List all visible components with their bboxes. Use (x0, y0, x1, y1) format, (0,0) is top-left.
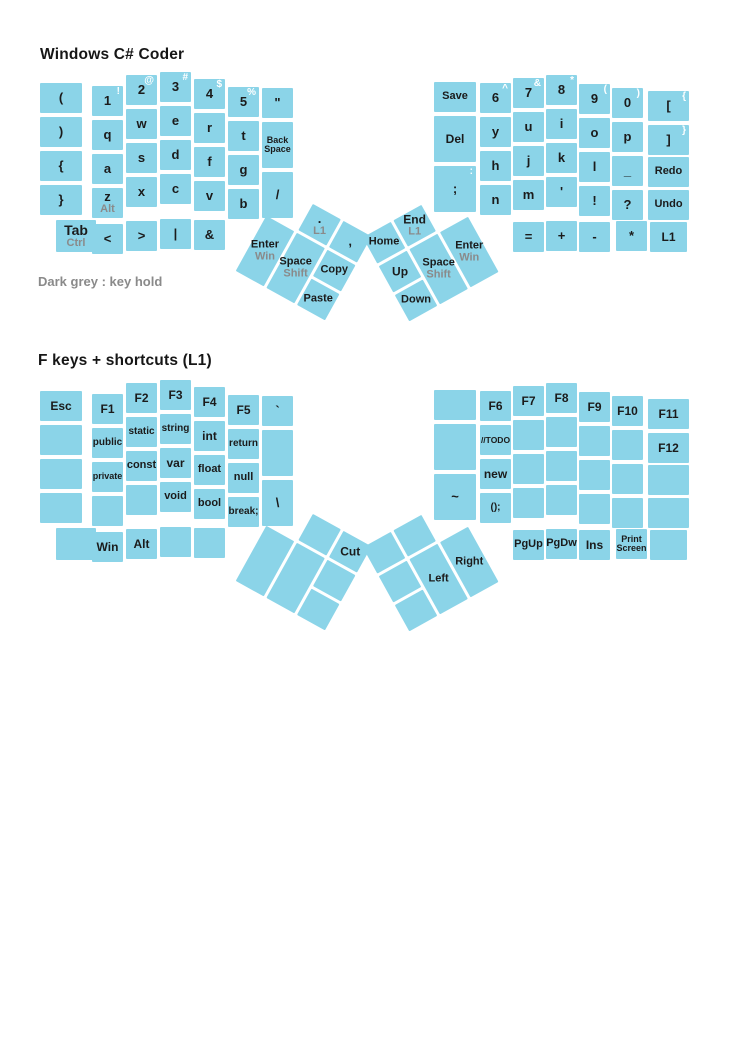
key-return (228, 429, 259, 459)
key-label: Up (392, 264, 409, 279)
key-f6 (480, 391, 511, 421)
key-label: Alt (133, 536, 150, 551)
key-hold-label: Alt (100, 203, 115, 216)
key-c (160, 174, 191, 204)
key-label: int (202, 428, 217, 443)
key-0 (612, 88, 643, 118)
key-symbol (92, 224, 123, 254)
key-label: b (239, 196, 248, 212)
key-blank (126, 485, 157, 515)
key-label: t (241, 128, 246, 144)
key-label: ? (623, 197, 632, 213)
key-blank (513, 488, 544, 518)
key-hold-label: Win (254, 250, 276, 263)
key-label: { (58, 158, 64, 174)
key-blank (40, 493, 82, 523)
key-label: 4 (205, 86, 214, 102)
key-label: d (171, 147, 180, 163)
layer1-title: Windows C# Coder (40, 46, 185, 63)
key-label: Enter (455, 239, 484, 252)
key-x (126, 177, 157, 207)
key-symbol (262, 396, 293, 426)
key-label: f (207, 154, 212, 170)
key-label: . (317, 211, 322, 227)
key-label: 9 (590, 91, 599, 107)
key-shift-label: : (469, 166, 473, 177)
key-label: r (206, 120, 213, 136)
key-symbol (612, 190, 643, 220)
key-label: | (173, 226, 178, 242)
key-label: void (164, 490, 187, 503)
key-pgup (513, 530, 544, 560)
key-printscreen (616, 529, 647, 559)
key-label: F5 (236, 402, 251, 417)
key-label: Home (368, 235, 400, 248)
key-label: = (524, 229, 533, 245)
key-label: static (128, 425, 155, 437)
key-blank (579, 494, 610, 524)
key-blank (650, 530, 687, 560)
key-b (228, 189, 259, 219)
layer2-title: F keys + shortcuts (L1) (38, 352, 212, 369)
key-q (92, 120, 123, 150)
key-label: j (526, 153, 531, 169)
key-del (434, 116, 476, 162)
key-label: i (559, 116, 564, 132)
key-m (513, 180, 544, 210)
key-f12 (648, 433, 689, 463)
key-label: End (403, 212, 426, 227)
key-p (612, 122, 643, 152)
key-label: - (592, 229, 597, 245)
key-blank (297, 589, 340, 631)
key-label: ! (592, 193, 597, 209)
key-label: \ (275, 495, 280, 511)
key-label: ( (58, 90, 64, 106)
key-s (126, 143, 157, 173)
key-symbol (513, 222, 544, 252)
key-blank (56, 528, 96, 560)
key-label: F11 (658, 406, 679, 421)
key-label: + (557, 228, 566, 244)
key-f4 (194, 387, 225, 417)
key-label: Copy (320, 263, 348, 276)
key-a (92, 154, 123, 184)
key-4 (194, 79, 225, 109)
key-label: p (623, 129, 632, 145)
key-var (160, 448, 191, 478)
key-const (126, 451, 157, 481)
key-blank (513, 454, 544, 484)
key-label: < (103, 231, 112, 247)
key-symbol (40, 185, 82, 215)
key-r (194, 113, 225, 143)
key-label: F4 (202, 394, 217, 409)
key-f (194, 147, 225, 177)
key-blank (92, 496, 123, 526)
key-shift-label: # (182, 72, 188, 83)
key-symbol (579, 186, 610, 216)
key-label: Enter (250, 238, 280, 251)
key-symbol (546, 177, 577, 207)
key-symbol (40, 117, 82, 147)
key-hold-label: Shift (426, 268, 451, 281)
key-blank (612, 464, 643, 494)
key-save (434, 82, 476, 112)
key-string (160, 414, 191, 444)
key-label: new (483, 466, 508, 481)
key-label: PgDw (546, 537, 577, 550)
key-bool (194, 489, 225, 519)
key-label: o (590, 125, 599, 141)
key-label: Del (445, 131, 465, 146)
key-label: e (171, 113, 180, 129)
key-ins (579, 530, 610, 560)
key-l1 (650, 222, 687, 252)
key-shift-label: { (682, 91, 686, 102)
key-label: F12 (658, 440, 679, 455)
key-blank (434, 424, 476, 470)
key-label: //TODO (480, 434, 511, 445)
key-paste (297, 279, 340, 321)
key-blank (40, 459, 82, 489)
key-symbol (160, 219, 191, 249)
key-symbol (612, 156, 643, 186)
key-blank (579, 460, 610, 490)
key-symbol (126, 221, 157, 251)
key-label: k (557, 150, 566, 166)
key-symbol (546, 221, 577, 251)
key-f2 (126, 383, 157, 413)
key-label: bool (197, 497, 222, 510)
key-t (228, 121, 259, 151)
key-label: Redo (654, 165, 683, 178)
key-label: v (205, 188, 214, 204)
key-label: private (92, 471, 123, 482)
key-f10 (612, 396, 643, 426)
key-label: 1 (103, 93, 112, 109)
key-label: c (171, 181, 180, 197)
key-hold-label: Ctrl (66, 236, 86, 249)
key-undo (648, 190, 689, 220)
key-label: ' (559, 184, 564, 200)
key-hold-label: L1 (408, 225, 422, 238)
key-label: (); (490, 501, 501, 513)
key-label: y (491, 124, 500, 140)
key-label: 8 (557, 82, 566, 98)
key-label: l (592, 159, 597, 175)
key-hold-label: Win (459, 251, 480, 264)
key-new (480, 459, 511, 489)
key-label: Cut (340, 544, 361, 559)
key-esc (40, 391, 82, 421)
key-label: F9 (587, 399, 602, 414)
key-o (579, 118, 610, 148)
key-label: ~ (451, 489, 459, 505)
key-z (92, 188, 123, 218)
key-label: Ins (585, 537, 604, 552)
key-hold-label: L1 (313, 224, 327, 237)
key-label: u (524, 119, 533, 135)
key-public (92, 428, 123, 458)
key-label: m (522, 187, 535, 203)
key-label: h (491, 158, 500, 174)
key-shift-label: % (247, 87, 256, 98)
key-k (546, 143, 577, 173)
key-shift-label: ) (636, 88, 640, 99)
key-5 (228, 87, 259, 117)
key-label: * (628, 228, 635, 244)
key-null (228, 463, 259, 493)
key-label: x (137, 184, 146, 200)
key-symbol (648, 125, 689, 155)
key-2 (126, 75, 157, 105)
key-label: Esc (50, 398, 72, 413)
key-void (160, 482, 191, 512)
key-static (126, 417, 157, 447)
key-blank (648, 498, 689, 528)
key-7 (513, 78, 544, 108)
key-symbol (648, 91, 689, 121)
key-9 (579, 84, 610, 114)
key-label: w (136, 116, 147, 132)
key-todo (480, 425, 511, 455)
key-break (228, 497, 259, 527)
key-label: 5 (239, 94, 248, 110)
key-label: Down (401, 293, 431, 306)
key-label: ) (58, 124, 64, 140)
key-label: & (204, 227, 215, 243)
key-win (92, 532, 123, 562)
key-label: float (197, 463, 222, 476)
key-redo (648, 157, 689, 187)
key-label: F6 (488, 398, 503, 413)
key-label: F8 (554, 390, 569, 405)
key-label: public (92, 436, 123, 448)
key-1 (92, 86, 123, 116)
key-g (228, 155, 259, 185)
key-blank (612, 498, 643, 528)
key-blank (194, 528, 225, 558)
key-label: " (274, 95, 281, 111)
key-blank (160, 527, 191, 557)
key-shift-label: ! (116, 86, 120, 97)
key-blank (648, 465, 689, 495)
key-label: 6 (491, 90, 500, 106)
key-label: PgUp (514, 538, 543, 551)
key-w (126, 109, 157, 139)
key-blank (434, 390, 476, 420)
key-label: [ (666, 98, 671, 114)
key-label: 2 (137, 82, 146, 98)
key-label: F2 (134, 390, 149, 405)
key-label: Left (428, 572, 449, 585)
key-label: g (239, 162, 248, 178)
key-label: Back Space (264, 134, 291, 154)
key-shift-label: ^ (502, 83, 508, 94)
key-f8 (546, 383, 577, 413)
key-label: F10 (617, 403, 638, 418)
key-label: s (137, 150, 146, 166)
key-label: } (58, 192, 64, 208)
key-label: null (233, 471, 254, 484)
key-label: Undo (654, 198, 683, 211)
key-shift-label: $ (216, 79, 222, 90)
key-private (92, 462, 123, 492)
key-y (480, 117, 511, 147)
key-alt (126, 529, 157, 559)
key-label: F3 (168, 387, 183, 402)
key-label: Print Screen (616, 533, 647, 553)
key-shift-label: * (570, 75, 574, 86)
key-3 (160, 72, 191, 102)
key-blank (546, 451, 577, 481)
key-label: , (348, 233, 353, 249)
key-blank (40, 425, 82, 455)
key-label: break; (228, 505, 259, 517)
key-label: / (275, 187, 280, 203)
key-l (579, 152, 610, 182)
key-tab (56, 220, 96, 252)
key-label: _ (623, 163, 632, 179)
key-label: Win (96, 539, 119, 554)
key-label: Tab (64, 221, 88, 238)
key-f9 (579, 392, 610, 422)
key-label: F7 (521, 393, 536, 408)
key-h (480, 151, 511, 181)
key-d (160, 140, 191, 170)
key-f7 (513, 386, 544, 416)
key-i (546, 109, 577, 139)
key-j (513, 146, 544, 176)
key-f11 (648, 399, 689, 429)
key-label: 3 (171, 79, 180, 95)
key-label: ` (275, 403, 280, 419)
key-label: ] (666, 132, 671, 148)
key-n (480, 185, 511, 215)
key-label: z (104, 189, 111, 205)
key-shift-label: ( (603, 84, 607, 95)
key-f1 (92, 394, 123, 424)
key-symbol (616, 221, 647, 251)
key-u (513, 112, 544, 142)
key-label: q (103, 127, 112, 143)
key-f5 (228, 395, 259, 425)
key-blank (262, 430, 293, 476)
key-int (194, 421, 225, 451)
key-pgdw (546, 529, 577, 559)
key-label: Right (455, 555, 484, 568)
key-symbol (40, 151, 82, 181)
key-label: Space (279, 255, 312, 268)
key-shift-label: & (533, 78, 541, 89)
key-float (194, 455, 225, 485)
key-f3 (160, 380, 191, 410)
key-6 (480, 83, 511, 113)
key-label: Save (442, 90, 468, 103)
key-symbol (262, 88, 293, 118)
key-label: > (137, 228, 146, 244)
key-8 (546, 75, 577, 105)
key-e (160, 106, 191, 136)
key-label: Space (422, 256, 455, 269)
key-v (194, 181, 225, 211)
key-label: string (161, 422, 190, 434)
key-label: F1 (100, 401, 115, 416)
key-shift-label: } (682, 125, 686, 136)
key-symbol (579, 222, 610, 252)
key-label: Paste (303, 292, 333, 305)
key-blank (546, 417, 577, 447)
key-blank (612, 430, 643, 460)
key-symbol (480, 493, 511, 523)
key-label: ; (452, 181, 458, 197)
key-label: n (491, 192, 500, 208)
key-label: 7 (524, 85, 533, 101)
key-symbol (40, 83, 82, 113)
key-label: a (103, 161, 112, 177)
key-backspace (262, 122, 293, 168)
key-hold-label: Shift (283, 267, 308, 280)
key-symbol (194, 220, 225, 250)
key-blank (513, 420, 544, 450)
key-label: const (126, 459, 157, 472)
key-blank (579, 426, 610, 456)
legend-key-hold: Dark grey : key hold (38, 274, 163, 289)
key-label: return (229, 437, 258, 449)
key-label: var (166, 455, 185, 470)
key-label: 0 (623, 95, 632, 111)
key-blank (546, 485, 577, 515)
key-shift-label: @ (144, 75, 154, 86)
key-label: L1 (661, 229, 676, 244)
